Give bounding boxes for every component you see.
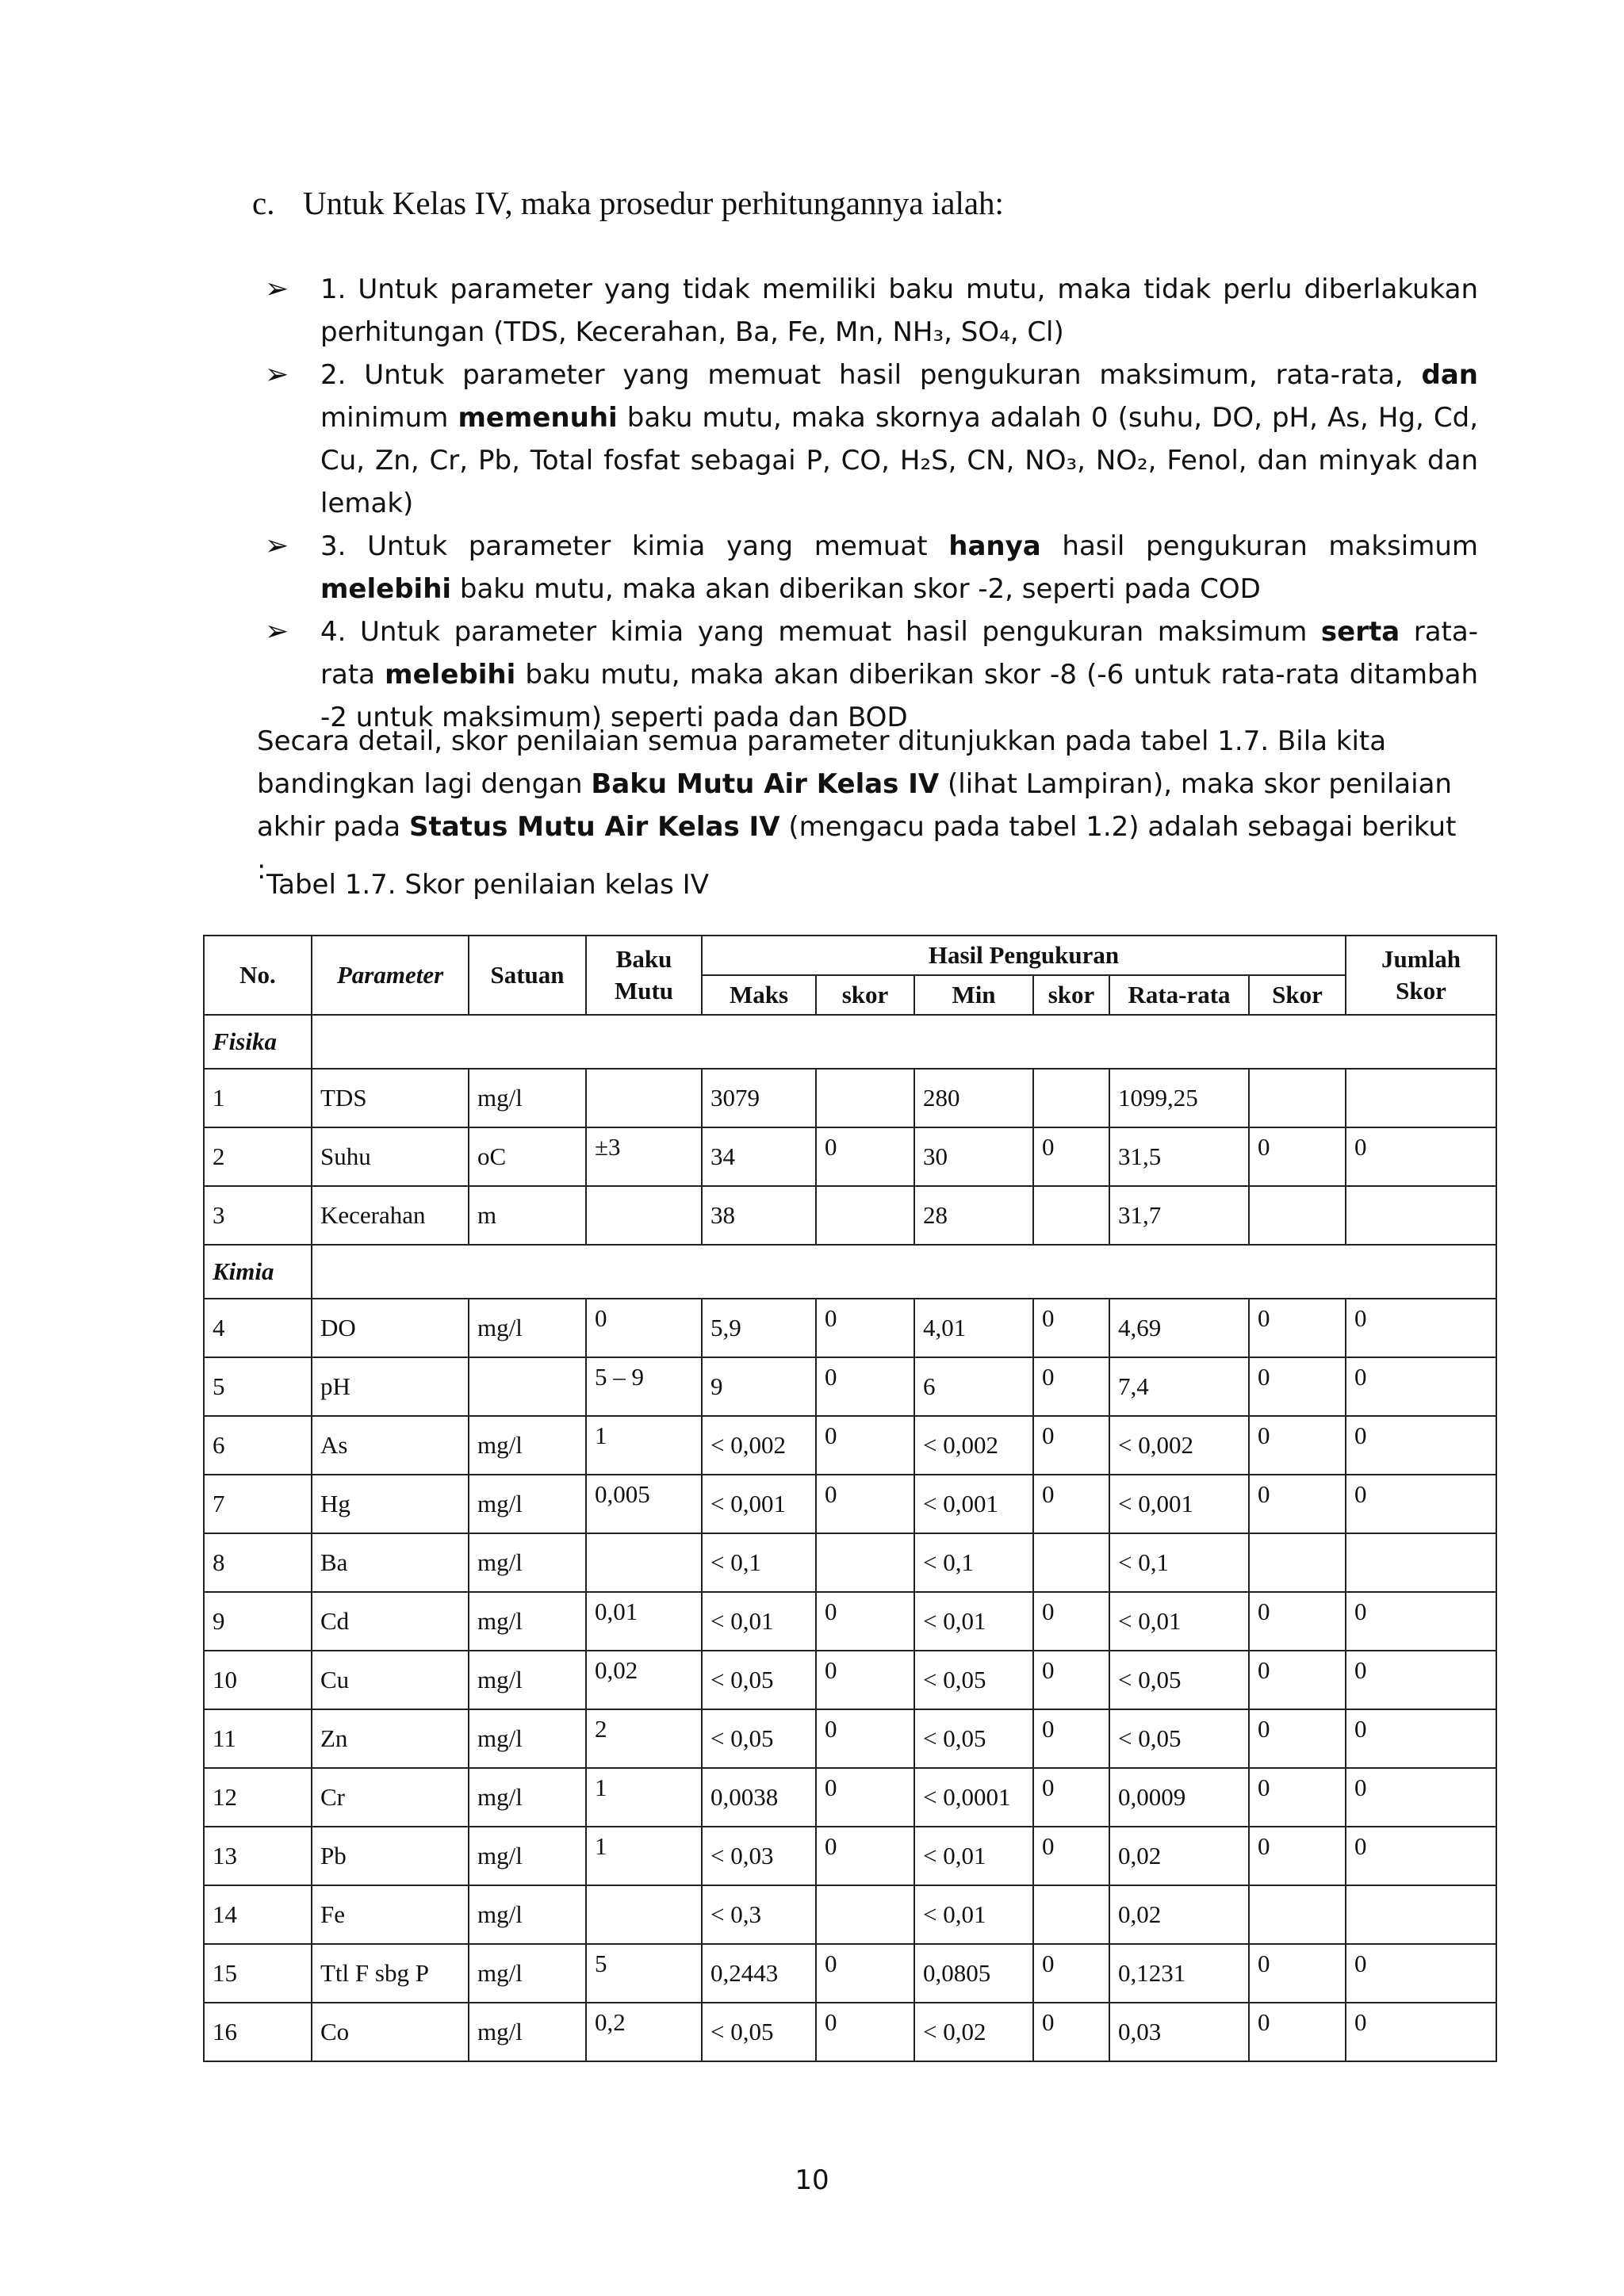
table-cell: mg/l (469, 1885, 586, 1944)
list-item-text: baku mutu, maka skornya adalah 0 (suhu, DO, pH, As, Hg, Cd, Cu, Zn, Cr, Pb, Total fosfat sebagai P, CO, H₂S, CN, NO₃, NO₂, Fenol, dan minyak dan lemak) (320, 402, 1478, 519)
table-cell: 0 (1033, 1127, 1109, 1186)
paragraph-segment: Baku Mutu Air Kelas IV (591, 768, 940, 800)
header-rata-rata: Rata-rata (1109, 975, 1249, 1015)
table-cell: 0,02 (1109, 1827, 1249, 1885)
table-cell: 12 (204, 1768, 312, 1827)
table-cell: 8 (204, 1533, 312, 1592)
section-spacer (312, 1245, 1496, 1299)
table-cell (816, 1186, 914, 1245)
table-row (204, 1592, 1496, 1651)
table-cell: mg/l (469, 1299, 586, 1357)
table-cell: Cr (312, 1768, 469, 1827)
table-cell: 0,02 (586, 1651, 702, 1709)
table-cell: 0,2443 (702, 1944, 816, 2003)
table-cell: 3079 (702, 1069, 816, 1127)
table-cell: 3 (204, 1186, 312, 1245)
table-cell: < 0,002 (702, 1416, 816, 1475)
table-caption: Tabel 1.7. Skor penilaian kelas IV (266, 869, 709, 901)
table-cell: < 0,3 (702, 1885, 816, 1944)
list-item-text: memenuhi (458, 402, 618, 434)
table-row (204, 1186, 1496, 1245)
table-row (204, 1069, 1496, 1127)
table-cell: 0 (1346, 1416, 1496, 1475)
table-cell (1033, 1186, 1109, 1245)
table-row (204, 1475, 1496, 1533)
list-item-text: minimum (320, 402, 458, 434)
table-cell: 0 (1249, 2003, 1346, 2061)
table-cell: 0 (816, 1651, 914, 1709)
table-cell: 0 (1249, 1709, 1346, 1768)
table-row (204, 1885, 1496, 1944)
list-item-text: baku mutu, maka akan diberikan skor -8 (-6 untuk rata-rata ditambah -2 untuk maksimum) seperti pada dan BOD (320, 659, 1478, 733)
section-spacer (312, 1015, 1496, 1069)
table-cell: < 0,01 (914, 1885, 1033, 1944)
heading-text: Untuk Kelas IV, maka prosedur perhitungannya ialah: (303, 185, 1004, 221)
table-cell: 0 (1033, 2003, 1109, 2061)
table-cell: < 0,1 (702, 1533, 816, 1592)
table-cell: Ttl F sbg P (312, 1944, 469, 2003)
table-cell: 0 (1249, 1944, 1346, 2003)
header-hasil-pengukuran: Hasil Pengukuran (702, 936, 1346, 975)
header-min: Min (914, 975, 1033, 1015)
header-parameter: Parameter (312, 936, 469, 1015)
table-cell: 6 (204, 1416, 312, 1475)
table-cell: oC (469, 1127, 586, 1186)
table-cell: 0 (1033, 1357, 1109, 1416)
table-row (204, 1944, 1496, 2003)
table-cell (1033, 1885, 1109, 1944)
list-item-text: dan (1421, 359, 1478, 391)
table-cell: 0 (1033, 1299, 1109, 1357)
table-cell: < 0,1 (1109, 1533, 1249, 1592)
table-cell: Kecerahan (312, 1186, 469, 1245)
table-cell: < 0,05 (914, 1709, 1033, 1768)
table-cell: 0 (1033, 1592, 1109, 1651)
list-item-text: serta (1320, 616, 1400, 648)
arrow-bullet-icon: ➢ (265, 273, 289, 305)
paragraph-segment: (mengacu pada tabel 1.2) adalah sebagai berikut : (257, 811, 1457, 886)
table-cell: 0,1231 (1109, 1944, 1249, 2003)
table-cell: < 0,01 (914, 1827, 1033, 1885)
table-cell: Cd (312, 1592, 469, 1651)
table-cell: 7 (204, 1475, 312, 1533)
list-item (265, 268, 1478, 354)
table-cell: As (312, 1416, 469, 1475)
table-cell (1033, 1069, 1109, 1127)
table-cell: mg/l (469, 1827, 586, 1885)
table-cell: mg/l (469, 1651, 586, 1709)
list-item-text: rata-rata (320, 616, 1478, 691)
table-row (204, 1416, 1496, 1475)
table-cell: 0,2 (586, 2003, 702, 2061)
table-cell: 0 (1033, 1651, 1109, 1709)
table-cell: 1099,25 (1109, 1069, 1249, 1127)
table-cell: 0,0038 (702, 1768, 816, 1827)
table-cell: 6 (914, 1357, 1033, 1416)
table-cell: Fe (312, 1885, 469, 1944)
table-cell: 13 (204, 1827, 312, 1885)
table-cell: Co (312, 2003, 469, 2061)
table-cell: < 0,05 (1109, 1651, 1249, 1709)
table-cell: < 0,05 (702, 1651, 816, 1709)
table-cell: 0 (816, 2003, 914, 2061)
table-cell: 0 (1249, 1592, 1346, 1651)
list-item-text: melebihi (385, 659, 516, 691)
table-cell: 0 (1249, 1127, 1346, 1186)
table-cell: 0 (1346, 1127, 1496, 1186)
score-table (203, 935, 1497, 2062)
table-cell: mg/l (469, 1416, 586, 1475)
table-cell: 5 (204, 1357, 312, 1416)
paragraph-segment: Secara detail, skor penilaian semua parameter ditunjukkan pada tabel 1.7. Bila kita bandingkan lagi dengan (257, 725, 1387, 800)
table-cell (1249, 1885, 1346, 1944)
table-cell: 2 (204, 1127, 312, 1186)
table-cell: < 0,001 (702, 1475, 816, 1533)
table-cell: 0 (586, 1299, 702, 1357)
table-cell: 0 (816, 1416, 914, 1475)
header-skor-rata: Skor (1249, 975, 1346, 1015)
table-cell: 0 (1346, 1709, 1496, 1768)
table-cell: 0 (816, 1709, 914, 1768)
header-skor-maks: skor (816, 975, 914, 1015)
table-cell: Ba (312, 1533, 469, 1592)
table-cell (1346, 1533, 1496, 1592)
table-cell: < 0,0001 (914, 1768, 1033, 1827)
arrow-bullet-icon: ➢ (265, 358, 289, 391)
table-cell: < 0,01 (1109, 1592, 1249, 1651)
table-cell: 1 (204, 1069, 312, 1127)
table-cell: 0,03 (1109, 2003, 1249, 2061)
table-cell (1346, 1069, 1496, 1127)
section-heading (252, 184, 1004, 222)
header-baku-mutu: Baku Mutu (586, 936, 702, 1015)
table-cell: 0 (1249, 1299, 1346, 1357)
table-cell: 0 (1033, 1827, 1109, 1885)
table-cell: ±3 (586, 1127, 702, 1186)
procedure-list (265, 268, 1478, 739)
table-cell: 0 (816, 1299, 914, 1357)
table-cell: Zn (312, 1709, 469, 1768)
table-cell: Hg (312, 1475, 469, 1533)
table-cell: 0 (816, 1768, 914, 1827)
table-cell: 0 (1346, 1768, 1496, 1827)
list-item-text: 4. Untuk parameter kimia yang memuat hasil pengukuran maksimum (320, 616, 1321, 648)
table-cell: 0,0805 (914, 1944, 1033, 2003)
heading-marker: c. (252, 185, 275, 221)
table-cell: 0 (1033, 1475, 1109, 1533)
table-cell: < 0,03 (702, 1827, 816, 1885)
table-cell (1346, 1186, 1496, 1245)
table-cell: 0 (816, 1127, 914, 1186)
table-cell: 0 (1346, 1651, 1496, 1709)
table-row (204, 1127, 1496, 1186)
table-cell: 280 (914, 1069, 1033, 1127)
paragraph-text (219, 720, 1472, 891)
table-cell: 0 (1249, 1768, 1346, 1827)
table-cell: 30 (914, 1127, 1033, 1186)
table-cell: 1 (586, 1768, 702, 1827)
page-number: 10 (795, 2164, 829, 2196)
table-cell: 7,4 (1109, 1357, 1249, 1416)
header-maks: Maks (702, 975, 816, 1015)
table-cell: 9 (702, 1357, 816, 1416)
table-cell: mg/l (469, 1592, 586, 1651)
table-cell: < 0,05 (702, 1709, 816, 1768)
table-cell: 10 (204, 1651, 312, 1709)
table-cell: 5 (586, 1944, 702, 2003)
table-cell: < 0,002 (1109, 1416, 1249, 1475)
table-row (204, 2003, 1496, 2061)
table-cell: Pb (312, 1827, 469, 1885)
table-body (204, 1015, 1496, 2061)
table-row (204, 1651, 1496, 1709)
table-cell: TDS (312, 1069, 469, 1127)
table-cell: DO (312, 1299, 469, 1357)
table-cell (816, 1533, 914, 1592)
table-cell (586, 1885, 702, 1944)
list-item-text: 3. Untuk parameter kimia yang memuat (320, 530, 949, 562)
table-cell: < 0,05 (1109, 1709, 1249, 1768)
table-cell: mg/l (469, 2003, 586, 2061)
table-cell: 0,0009 (1109, 1768, 1249, 1827)
table-cell: 0 (1346, 1944, 1496, 2003)
table-cell: 0 (1249, 1827, 1346, 1885)
list-item (265, 354, 1478, 525)
table-row (204, 1768, 1496, 1827)
table-cell: 0 (1346, 1475, 1496, 1533)
table-cell: mg/l (469, 1709, 586, 1768)
table-cell: 0 (816, 1944, 914, 2003)
table-cell (586, 1533, 702, 1592)
table-cell: 15 (204, 1944, 312, 2003)
header-skor-min: skor (1033, 975, 1109, 1015)
table-cell: 5,9 (702, 1299, 816, 1357)
list-item-text: hanya (948, 530, 1041, 562)
list-item-text: hasil pengukuran maksimum (1040, 530, 1478, 562)
table-cell: 0,005 (586, 1475, 702, 1533)
list-item-text: baku mutu, maka akan diberikan skor -2, seperti pada COD (451, 573, 1261, 605)
table-row (204, 1709, 1496, 1768)
table-cell: 0 (816, 1827, 914, 1885)
table-cell (1346, 1885, 1496, 1944)
table-cell: 11 (204, 1709, 312, 1768)
table-cell: 2 (586, 1709, 702, 1768)
table-cell: 34 (702, 1127, 816, 1186)
table-cell: < 0,01 (914, 1592, 1033, 1651)
table-cell: < 0,002 (914, 1416, 1033, 1475)
table-cell (1249, 1186, 1346, 1245)
table-cell: mg/l (469, 1069, 586, 1127)
header-jumlah-skor: Jumlah Skor (1346, 936, 1496, 1015)
table-cell: 1 (586, 1416, 702, 1475)
table-cell: 4,69 (1109, 1299, 1249, 1357)
table-row (204, 1299, 1496, 1357)
table-cell: Suhu (312, 1127, 469, 1186)
table-cell: mg/l (469, 1944, 586, 2003)
table-cell: 4,01 (914, 1299, 1033, 1357)
table-cell (816, 1069, 914, 1127)
table-cell: < 0,1 (914, 1533, 1033, 1592)
table-cell: 0 (1346, 1592, 1496, 1651)
list-item-text: 2. Untuk parameter yang memuat hasil pengukuran maksimum, rata-rata, (320, 359, 1422, 391)
table-cell: 1 (586, 1827, 702, 1885)
table-cell: 0 (816, 1592, 914, 1651)
list-item (265, 525, 1478, 610)
table-cell: 0 (816, 1357, 914, 1416)
paragraph-segment: (lihat Lampiran), maka skor penilaian akhir pada (257, 768, 1452, 843)
table-cell: 0 (1033, 1416, 1109, 1475)
table-cell (1249, 1069, 1346, 1127)
table-cell: 5 – 9 (586, 1357, 702, 1416)
section-label: Kimia (204, 1245, 312, 1299)
header-satuan: Satuan (469, 936, 586, 1015)
table-cell: 0 (1346, 1827, 1496, 1885)
paragraph-segment: Status Mutu Air Kelas IV (408, 811, 780, 843)
table-cell: 16 (204, 2003, 312, 2061)
arrow-bullet-icon: ➢ (265, 615, 289, 648)
table-row (204, 1533, 1496, 1592)
table-row (204, 1827, 1496, 1885)
table-cell: m (469, 1186, 586, 1245)
table-cell (1033, 1533, 1109, 1592)
section-row (204, 1245, 1496, 1299)
table-cell (816, 1885, 914, 1944)
table-cell: < 0,05 (914, 1651, 1033, 1709)
section-label: Fisika (204, 1015, 312, 1069)
table-cell: 14 (204, 1885, 312, 1944)
table-cell: 0 (1346, 2003, 1496, 2061)
table-cell (469, 1357, 586, 1416)
table-cell: 9 (204, 1592, 312, 1651)
arrow-bullet-icon: ➢ (265, 530, 289, 562)
list-item-text: melebihi (320, 573, 452, 605)
table-cell: 0 (1033, 1944, 1109, 2003)
table-cell: 4 (204, 1299, 312, 1357)
table-cell: 0 (1033, 1768, 1109, 1827)
table-cell: 0 (816, 1475, 914, 1533)
section-row (204, 1015, 1496, 1069)
header-no: No. (204, 936, 312, 1015)
table-cell: 38 (702, 1186, 816, 1245)
detail-paragraph (219, 720, 1472, 891)
table-cell: 28 (914, 1186, 1033, 1245)
table-cell: < 0,001 (914, 1475, 1033, 1533)
table-cell: 0 (1346, 1299, 1496, 1357)
table-cell: 0,02 (1109, 1885, 1249, 1944)
table-cell (586, 1069, 702, 1127)
table-cell: pH (312, 1357, 469, 1416)
table-cell: 0 (1033, 1709, 1109, 1768)
table-cell: 0 (1346, 1357, 1496, 1416)
table-cell: mg/l (469, 1533, 586, 1592)
table-cell: 31,5 (1109, 1127, 1249, 1186)
table-cell: < 0,001 (1109, 1475, 1249, 1533)
table-cell: < 0,05 (702, 2003, 816, 2061)
table-cell: 0 (1249, 1651, 1346, 1709)
table-cell: Cu (312, 1651, 469, 1709)
table-cell: mg/l (469, 1768, 586, 1827)
table-cell: 0 (1249, 1416, 1346, 1475)
table-cell: 0,01 (586, 1592, 702, 1651)
table-cell (1249, 1533, 1346, 1592)
table-cell: 0 (1249, 1357, 1346, 1416)
table-cell: 31,7 (1109, 1186, 1249, 1245)
table-cell (586, 1186, 702, 1245)
table-cell: mg/l (469, 1475, 586, 1533)
table-cell: < 0,01 (702, 1592, 816, 1651)
table-cell: < 0,02 (914, 2003, 1033, 2061)
table-cell: 0 (1249, 1475, 1346, 1533)
list-item-text: 1. Untuk parameter yang tidak memiliki baku mutu, maka tidak perlu diberlakukan perhitungan (TDS, Kecerahan, Ba, Fe, Mn, NH₃, SO₄, Cl) (320, 274, 1478, 348)
table-row (204, 1357, 1496, 1416)
